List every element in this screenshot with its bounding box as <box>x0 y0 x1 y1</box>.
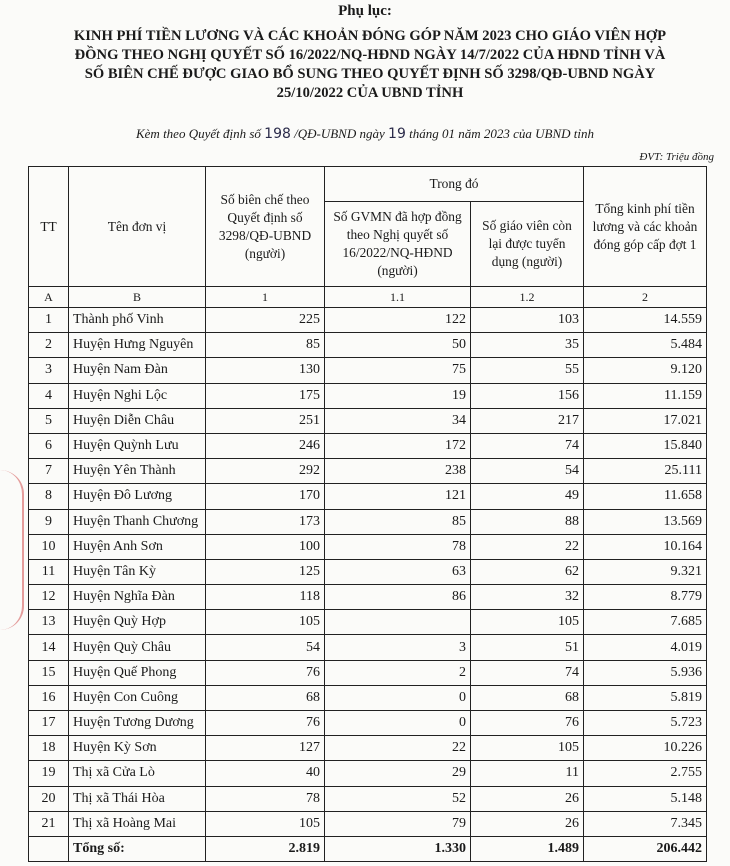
remaining-value: 88 <box>471 509 584 534</box>
remaining-value: 76 <box>471 711 584 736</box>
gvmn-value: 34 <box>325 408 471 433</box>
table-row <box>29 736 707 761</box>
cost-value: 17.021 <box>584 408 707 433</box>
table-row <box>29 786 707 811</box>
in-which-header: Trong đó <box>325 167 584 202</box>
total-cost: 206.442 <box>584 836 707 861</box>
gvmn-value: 75 <box>325 358 471 383</box>
table-row <box>29 333 707 358</box>
unit-name: Huyện Hưng Nguyên <box>69 333 206 358</box>
table-row <box>29 308 707 333</box>
cost-value: 25.111 <box>584 459 707 484</box>
total-label: Tổng số: <box>69 836 206 861</box>
quota-value: 225 <box>206 308 325 333</box>
cost-value: 5.484 <box>584 333 707 358</box>
row-number: 19 <box>29 761 69 786</box>
unit-name: Huyện Nam Đàn <box>69 358 206 383</box>
remaining-value: 51 <box>471 635 584 660</box>
gvmn-value: 3 <box>325 635 471 660</box>
remaining-value: 105 <box>471 736 584 761</box>
table-row <box>29 408 707 433</box>
row-number: 1 <box>29 308 69 333</box>
cost-value: 5.148 <box>584 786 707 811</box>
title-line: KINH PHÍ TIỀN LƯƠNG VÀ CÁC KHOẢN ĐÓNG GÓP NĂM 2023 CHO GIÁO VIÊN HỢP <box>73 28 667 44</box>
table-row <box>29 534 707 559</box>
col-name-header: Tên đơn vị <box>69 167 206 287</box>
unit-name: Huyện Nghi Lộc <box>69 383 206 408</box>
remaining-value: 62 <box>471 559 584 584</box>
row-number: 14 <box>29 635 69 660</box>
total-row <box>29 836 707 861</box>
quota-value: 173 <box>206 509 325 534</box>
code-cell: 2 <box>584 287 707 308</box>
remaining-value: 22 <box>471 534 584 559</box>
remaining-value: 74 <box>471 660 584 685</box>
subtitle-suffix: tháng 01 năm 2023 của UBND tỉnh <box>405 126 594 141</box>
quota-value: 76 <box>206 711 325 736</box>
table-row <box>29 433 707 458</box>
remaining-value: 32 <box>471 585 584 610</box>
remaining-value: 11 <box>471 761 584 786</box>
col-quota-header: Số biên chế theo Quyết định số 3298/QĐ-UBND (người) <box>206 167 325 287</box>
header-row <box>29 167 707 202</box>
unit-name: Huyện Diễn Châu <box>69 408 206 433</box>
subtitle-prefix: Kèm theo Quyết định số <box>135 126 265 141</box>
funding-table <box>28 166 707 862</box>
gvmn-value <box>325 610 471 635</box>
cost-value: 15.840 <box>584 433 707 458</box>
remaining-value: 103 <box>471 308 584 333</box>
cost-value: 4.019 <box>584 635 707 660</box>
title-line: ĐỒNG THEO NGHỊ QUYẾT SỐ 16/2022/NQ-HĐND NGÀY 14/7/2022 CỦA HĐND TỈNH VÀ <box>74 47 666 63</box>
decision-number: 198 <box>264 126 291 142</box>
title-line: SỐ BIÊN CHẾ ĐƯỢC GIAO BỔ SUNG THEO QUYẾT ĐỊNH SỐ 3298/QĐ-UBND NGÀY <box>84 66 656 82</box>
remaining-value: 35 <box>471 333 584 358</box>
unit-name: Huyện Kỳ Sơn <box>69 736 206 761</box>
cost-value: 9.321 <box>584 559 707 584</box>
quota-value: 105 <box>206 610 325 635</box>
total-remaining: 1.489 <box>471 836 584 861</box>
row-number: 10 <box>29 534 69 559</box>
row-number: 21 <box>29 811 69 836</box>
quota-value: 175 <box>206 383 325 408</box>
gvmn-value: 52 <box>325 786 471 811</box>
title-line: 25/10/2022 CỦA UBND TỈNH <box>276 85 464 101</box>
table-row <box>29 484 707 509</box>
gvmn-value: 50 <box>325 333 471 358</box>
gvmn-value: 121 <box>325 484 471 509</box>
unit-name: Huyện Yên Thành <box>69 459 206 484</box>
quota-value: 100 <box>206 534 325 559</box>
gvmn-value: 238 <box>325 459 471 484</box>
table-row <box>29 610 707 635</box>
gvmn-value: 172 <box>325 433 471 458</box>
col-gvmn-header: Số GVMN đã hợp đồng theo Nghị quyết số 16/2022/NQ-HĐND (người) <box>325 202 471 287</box>
remaining-value: 74 <box>471 433 584 458</box>
table-row <box>29 358 707 383</box>
cost-value: 14.559 <box>584 308 707 333</box>
gvmn-value: 63 <box>325 559 471 584</box>
code-cell: 1 <box>206 287 325 308</box>
row-number: 8 <box>29 484 69 509</box>
gvmn-value: 122 <box>325 308 471 333</box>
quota-value: 40 <box>206 761 325 786</box>
quota-value: 76 <box>206 660 325 685</box>
remaining-value: 55 <box>471 358 584 383</box>
remaining-value: 217 <box>471 408 584 433</box>
cost-value: 13.569 <box>584 509 707 534</box>
quota-value: 85 <box>206 333 325 358</box>
table-row <box>29 711 707 736</box>
cost-value: 5.936 <box>584 660 707 685</box>
gvmn-value: 85 <box>325 509 471 534</box>
row-number: 7 <box>29 459 69 484</box>
col-remaining-header: Số giáo viên còn lại được tuyển dụng (người) <box>471 202 584 287</box>
remaining-value: 54 <box>471 459 584 484</box>
remaining-value: 156 <box>471 383 584 408</box>
row-number: 12 <box>29 585 69 610</box>
unit-name: Huyện Đô Lương <box>69 484 206 509</box>
cost-value: 7.345 <box>584 811 707 836</box>
code-cell: 1.1 <box>325 287 471 308</box>
code-cell: A <box>29 287 69 308</box>
code-cell: 1.2 <box>471 287 584 308</box>
remaining-value: 105 <box>471 610 584 635</box>
cost-value: 7.685 <box>584 610 707 635</box>
quota-value: 246 <box>206 433 325 458</box>
cost-value: 2.755 <box>584 761 707 786</box>
gvmn-value: 0 <box>325 711 471 736</box>
unit-name: Huyện Thanh Chương <box>69 509 206 534</box>
unit-name: Huyện Con Cuông <box>69 685 206 710</box>
row-number: 9 <box>29 509 69 534</box>
quota-value: 125 <box>206 559 325 584</box>
gvmn-value: 29 <box>325 761 471 786</box>
total-quota: 2.819 <box>206 836 325 861</box>
quota-value: 78 <box>206 786 325 811</box>
table-row <box>29 761 707 786</box>
table-row <box>29 509 707 534</box>
col-cost-header: Tổng kinh phí tiền lương và các khoản đóng góp cấp đợt 1 <box>584 167 707 287</box>
gvmn-value: 79 <box>325 811 471 836</box>
quota-value: 130 <box>206 358 325 383</box>
unit-label: ĐVT: Triệu đồng <box>639 151 714 163</box>
document-title <box>20 27 720 103</box>
code-cell: B <box>69 287 206 308</box>
table-row <box>29 585 707 610</box>
quota-value: 127 <box>206 736 325 761</box>
unit-name: Huyện Quế Phong <box>69 660 206 685</box>
row-number: 20 <box>29 786 69 811</box>
gvmn-value: 0 <box>325 685 471 710</box>
gvmn-value: 78 <box>325 534 471 559</box>
gvmn-value: 86 <box>325 585 471 610</box>
cost-value: 8.779 <box>584 585 707 610</box>
row-number: 15 <box>29 660 69 685</box>
table-row <box>29 559 707 584</box>
gvmn-value: 19 <box>325 383 471 408</box>
quota-value: 292 <box>206 459 325 484</box>
cost-value: 11.159 <box>584 383 707 408</box>
subtitle-middle: /QĐ-UBND ngày <box>290 126 389 141</box>
decision-day: 19 <box>388 126 406 142</box>
unit-name: Huyện Quỳ Hợp <box>69 610 206 635</box>
total-gvmn: 1.330 <box>325 836 471 861</box>
unit-name: Huyện Tương Dương <box>69 711 206 736</box>
unit-name: Huyện Tân Kỳ <box>69 559 206 584</box>
row-number: 2 <box>29 333 69 358</box>
col-tt-header: TT <box>29 167 69 287</box>
cost-value: 9.120 <box>584 358 707 383</box>
unit-name: Huyện Quỳ Châu <box>69 635 206 660</box>
table-row <box>29 459 707 484</box>
unit-name: Thị xã Cửa Lò <box>69 761 206 786</box>
unit-name: Huyện Anh Sơn <box>69 534 206 559</box>
decision-reference <box>0 126 730 142</box>
cost-value: 10.226 <box>584 736 707 761</box>
red-stamp-fragment <box>0 470 24 630</box>
remaining-value: 26 <box>471 811 584 836</box>
cost-value: 11.658 <box>584 484 707 509</box>
row-number: 6 <box>29 433 69 458</box>
quota-value: 251 <box>206 408 325 433</box>
table-row <box>29 811 707 836</box>
quota-value: 118 <box>206 585 325 610</box>
cost-value: 10.164 <box>584 534 707 559</box>
table-row <box>29 685 707 710</box>
appendix-label: Phụ lục: <box>338 3 392 19</box>
quota-value: 105 <box>206 811 325 836</box>
row-number: 3 <box>29 358 69 383</box>
row-number: 17 <box>29 711 69 736</box>
gvmn-value: 22 <box>325 736 471 761</box>
table-row <box>29 660 707 685</box>
row-number: 16 <box>29 685 69 710</box>
cost-value: 5.723 <box>584 711 707 736</box>
row-number: 18 <box>29 736 69 761</box>
unit-name: Thành phố Vinh <box>69 308 206 333</box>
row-number: 13 <box>29 610 69 635</box>
remaining-value: 68 <box>471 685 584 710</box>
cost-value: 5.819 <box>584 685 707 710</box>
unit-name: Huyện Quỳnh Lưu <box>69 433 206 458</box>
row-number: 11 <box>29 559 69 584</box>
row-number: 4 <box>29 383 69 408</box>
table-row <box>29 635 707 660</box>
table-row <box>29 383 707 408</box>
quota-value: 54 <box>206 635 325 660</box>
remaining-value: 49 <box>471 484 584 509</box>
unit-name: Huyện Nghĩa Đàn <box>69 585 206 610</box>
gvmn-value: 2 <box>325 660 471 685</box>
remaining-value: 26 <box>471 786 584 811</box>
total-empty-cell <box>29 836 69 861</box>
quota-value: 170 <box>206 484 325 509</box>
column-codes-row <box>29 287 707 308</box>
unit-name: Thị xã Hoàng Mai <box>69 811 206 836</box>
row-number: 5 <box>29 408 69 433</box>
unit-name: Thị xã Thái Hòa <box>69 786 206 811</box>
quota-value: 68 <box>206 685 325 710</box>
